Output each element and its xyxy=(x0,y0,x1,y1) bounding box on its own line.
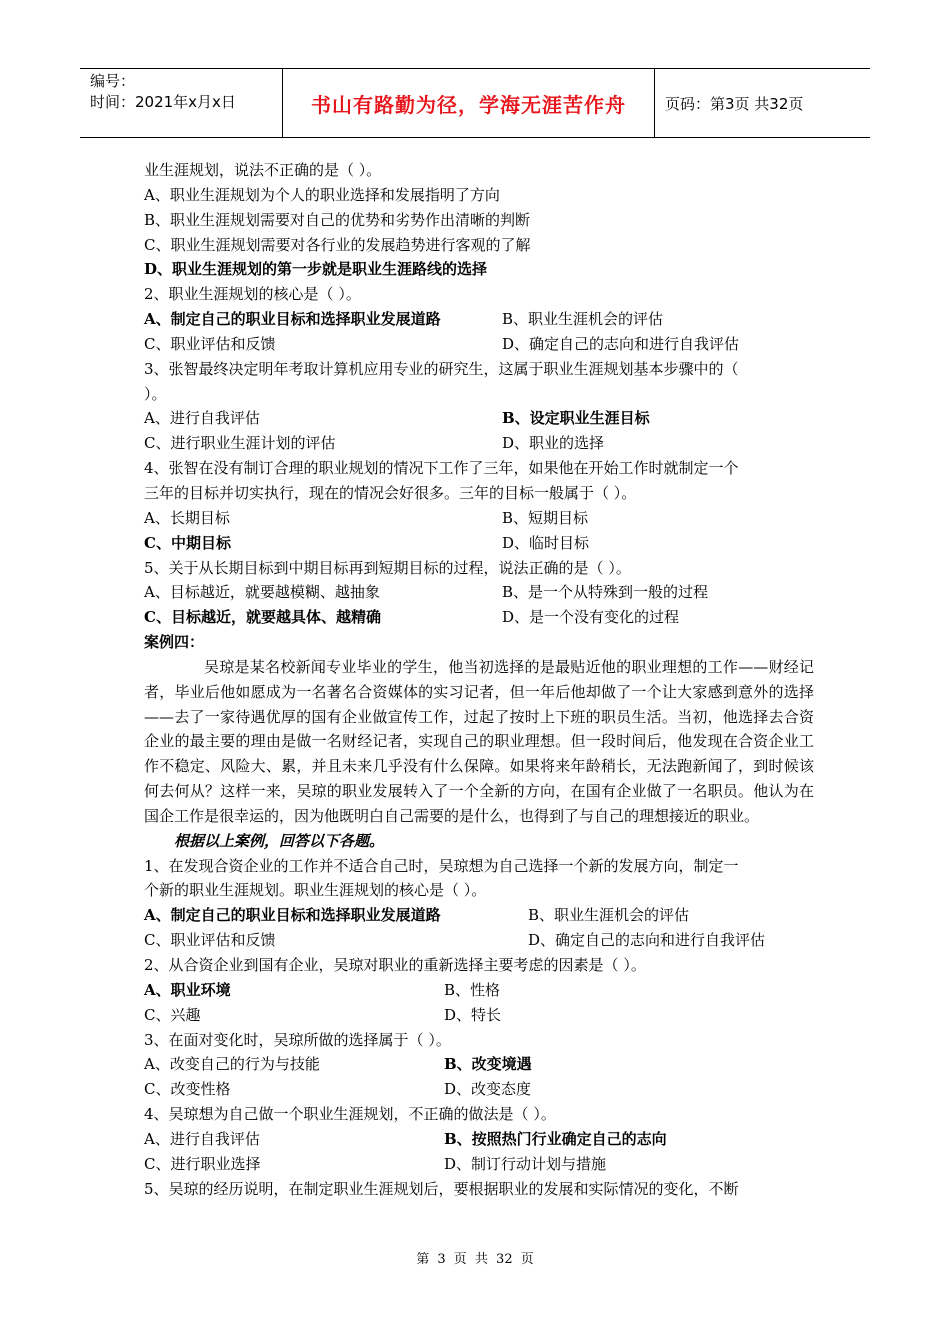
option: B、短期目标 xyxy=(502,508,589,527)
option-row xyxy=(144,903,814,928)
answer-option: A、职业环境 xyxy=(144,980,231,999)
option: C、进行职业生涯计划的评估 xyxy=(144,434,336,453)
page-footer: 第 3 页 共 32 页 xyxy=(416,1252,534,1267)
option: C、进行职业选择 xyxy=(144,1154,261,1173)
answer-option: D、职业生涯规划的第一步就是职业生涯路线的选择 xyxy=(144,260,488,279)
case-question-3: 3、在面对变化时，吴琼所做的选择属于（ ）。 xyxy=(144,1030,451,1049)
question-3-cont: ）。 xyxy=(144,384,167,403)
option: B、是一个从特殊到一般的过程 xyxy=(502,583,709,602)
option: B、职业生涯机会的评估 xyxy=(502,310,664,329)
option: B、职业生涯机会的评估 xyxy=(528,906,690,925)
option: A、进行自我评估 xyxy=(144,1129,260,1148)
option: C、职业评估和反馈 xyxy=(144,931,276,950)
option: C、兴趣 xyxy=(144,1005,201,1024)
option-row xyxy=(144,580,814,605)
answer-option: B、按照热门行业确定自己的志向 xyxy=(444,1129,667,1148)
case-question-1-cont: 个新的职业生涯规划。职业生涯规划的核心是（ ）。 xyxy=(144,881,487,900)
case-question-4: 4、吴琼想为自己做一个职业生涯规划，不正确的做法是（ ）。 xyxy=(144,1105,556,1124)
option-row xyxy=(144,406,814,431)
option: D、制订行动计划与措施 xyxy=(444,1154,607,1173)
answer-option: B、改变境遇 xyxy=(444,1055,532,1074)
option-row xyxy=(144,1003,814,1028)
option-row xyxy=(144,332,814,357)
document-body xyxy=(144,158,814,1201)
case-question-5: 5、吴琼的经历说明，在制定职业生涯规划后，要根据职业的发展和实际情况的变化，不断 xyxy=(144,1179,739,1198)
case-question-2: 2、从合资企业到国有企业，吴琼对职业的重新选择主要考虑的因素是（ ）。 xyxy=(144,956,646,974)
option: D、特长 xyxy=(444,1005,502,1024)
option-row xyxy=(144,1152,814,1177)
number-label: 编号： xyxy=(90,72,136,90)
option-row xyxy=(144,928,814,953)
page-header xyxy=(80,68,870,138)
header-page-label: 页码：第3页 共32页 xyxy=(665,94,804,113)
answer-option: C、目标越近，就要越具体、越精确 xyxy=(144,608,381,627)
option: D、确定自己的志向和进行自我评估 xyxy=(528,931,766,950)
answer-option: B、设定职业生涯目标 xyxy=(502,409,650,428)
option-line: C、职业生涯规划需要对各行业的发展趋势进行客观的了解 xyxy=(144,235,531,254)
option-row xyxy=(144,605,814,630)
option-row xyxy=(144,1052,814,1077)
case-paragraph: 吴琼是某名校新闻专业毕业的学生，他当初选择的是最贴近他的职业理想的工作——财经记者，毕业后他如愿成为一名著名合资媒体的实习记者，但一年后他却做了一个让大家感到意外的选择——去了一家待遇优厚的国有企业做宣传工作，过起了按时上下班的职员生活。当初，他选择去合资企业的最主要的理由是做一名财经记者，实现自己的职业理想。但一段时间后，他发现在合资企业工作不稳定、风险大、累，并且未来几乎没有什么保障。如果将来年龄稍长，无法跑新闻了，到时候该何去何从？这样一来，吴琼的职业发展转入了一个全新的方向，在国有企业做了一名职员。他认为在国企工作是很幸运的，因为他既明白自己需要的是什么，也得到了与自己的理想接近的职业。 xyxy=(144,657,814,825)
case-heading: 案例四： xyxy=(144,633,205,652)
option: A、目标越近，就要越模糊、越抽象 xyxy=(144,583,380,602)
option-line: A、职业生涯规划为个人的职业选择和发展指明了方向 xyxy=(144,185,500,204)
option-row xyxy=(144,307,814,332)
header-meta xyxy=(80,69,283,137)
option-row xyxy=(144,431,814,456)
question-3: 3、张智最终决定明年考取计算机应用专业的研究生，这属于职业生涯规划基本步骤中的（ xyxy=(144,359,739,378)
option-row xyxy=(144,978,814,1003)
option: C、改变性格 xyxy=(144,1080,231,1099)
option: B、性格 xyxy=(444,980,501,999)
option-row xyxy=(144,506,814,531)
question-4: 4、张智在没有制订合理的职业规划的情况下工作了三年，如果他在开始工作时就制定一个 xyxy=(144,459,739,478)
answer-option: A、制定自己的职业目标和选择职业发展道路 xyxy=(144,310,441,329)
case-instruction: 根据以上案例，回答以下各题。 xyxy=(174,831,385,850)
option-line: B、职业生涯规划需要对自己的优势和劣势作出清晰的判断 xyxy=(144,210,531,229)
option: D、职业的选择 xyxy=(502,434,605,453)
option: A、长期目标 xyxy=(144,508,230,527)
option: D、改变态度 xyxy=(444,1080,532,1099)
answer-option: A、制定自己的职业目标和选择职业发展道路 xyxy=(144,906,441,925)
header-motto: 书山有路勤为径，学海无涯苦作舟 xyxy=(283,69,655,137)
answer-option: C、中期目标 xyxy=(144,533,231,552)
question-5: 5、关于从长期目标到中期目标再到短期目标的过程，说法正确的是（ ）。 xyxy=(144,558,631,577)
option: C、职业评估和反馈 xyxy=(144,334,276,353)
option-row xyxy=(144,1127,814,1152)
question-4-cont: 三年的目标并切实执行，现在的情况会好很多。三年的目标一般属于（ ）。 xyxy=(144,483,637,502)
time-label: 时间：2021年x月x日 xyxy=(90,93,236,111)
option-row xyxy=(144,531,814,556)
option: D、确定自己的志向和进行自我评估 xyxy=(502,334,740,353)
case-question-1: 1、在发现合资企业的工作并不适合自己时，吴琼想为自己选择一个新的发展方向，制定一 xyxy=(144,856,739,875)
text-line: 业生涯规划，说法不正确的是（ ）。 xyxy=(144,161,382,179)
option-row xyxy=(144,1077,814,1102)
option: D、临时目标 xyxy=(502,533,590,552)
option: A、进行自我评估 xyxy=(144,409,260,428)
question-2: 2、职业生涯规划的核心是（ ）。 xyxy=(144,285,361,304)
option: D、是一个没有变化的过程 xyxy=(502,608,680,627)
option: A、改变自己的行为与技能 xyxy=(144,1055,320,1074)
